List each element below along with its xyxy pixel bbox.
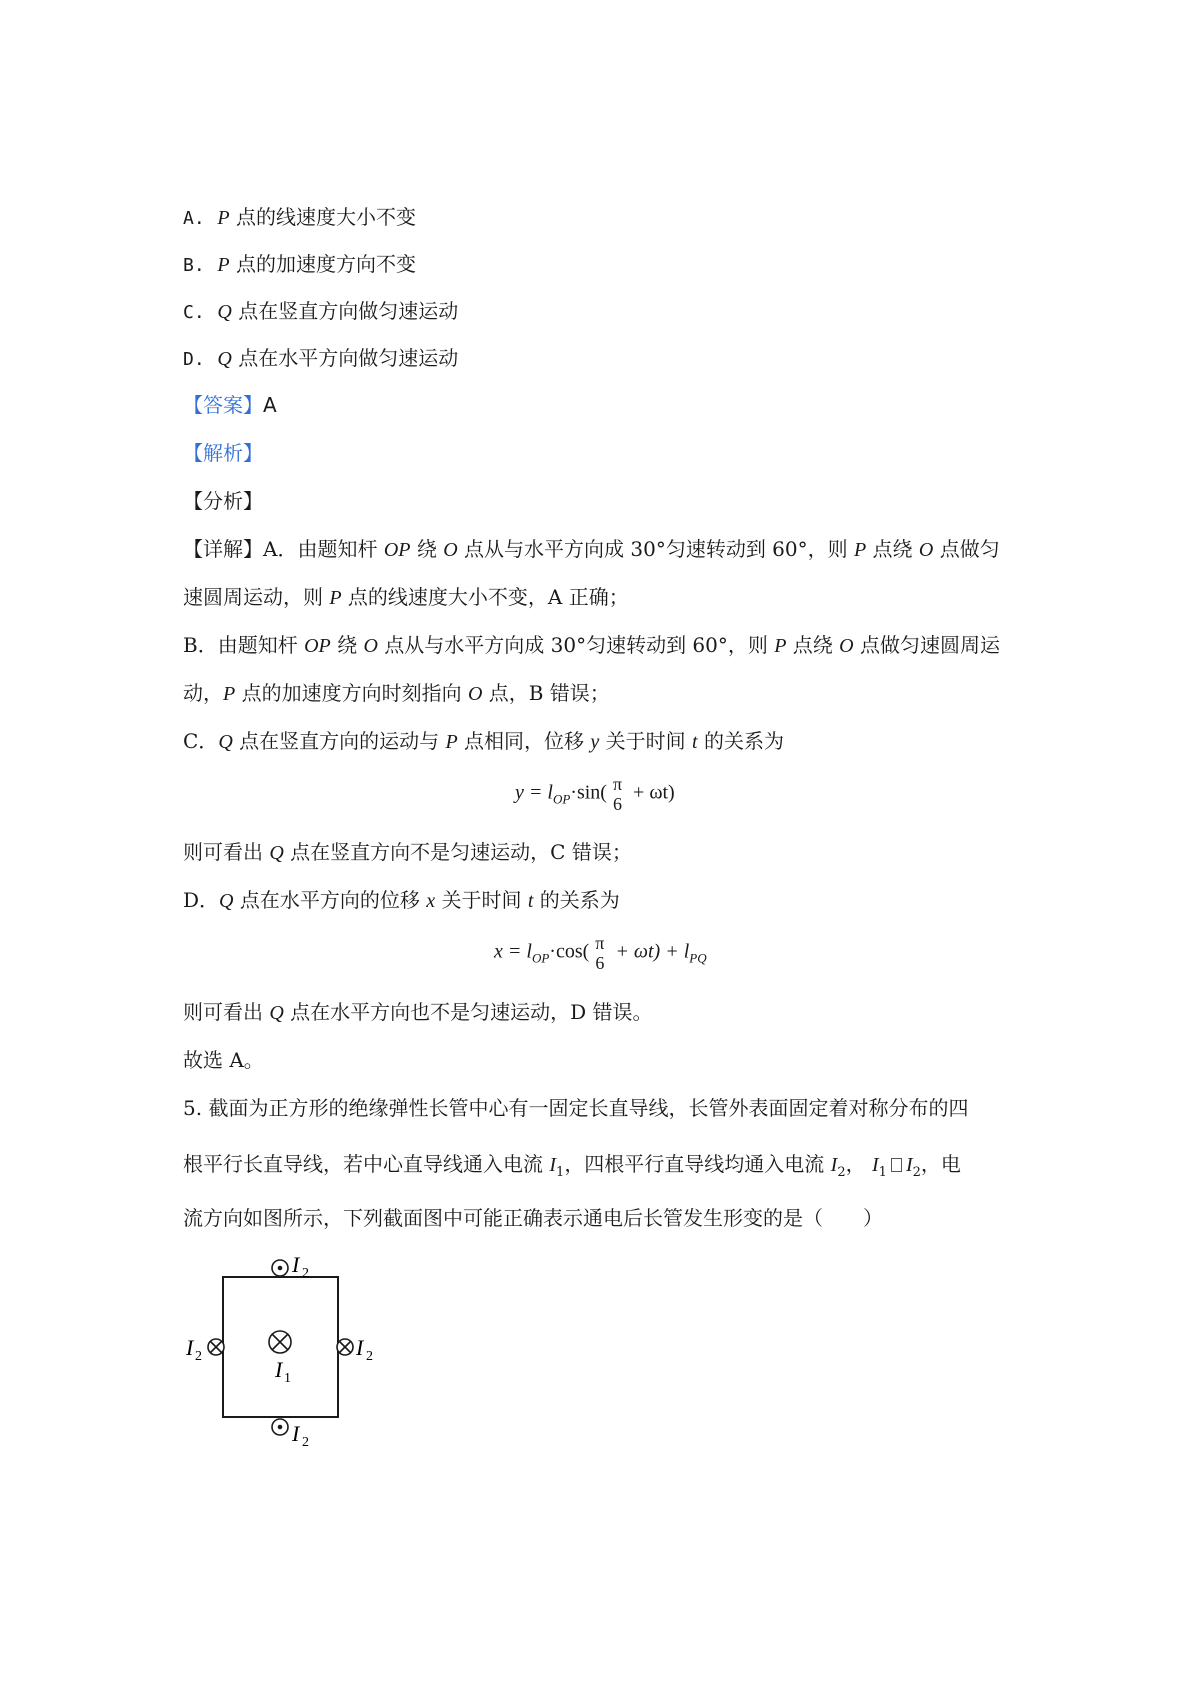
text: C．: [183, 729, 219, 753]
fraction: [613, 774, 622, 814]
right-wire-in-icon: [337, 1339, 353, 1355]
text: ，四根平行直导线均通入电流: [564, 1152, 831, 1176]
option-b: [183, 250, 416, 280]
fraction-numerator: π: [595, 933, 605, 953]
text: 根平行长直导线，若中心直导线通入电流: [183, 1152, 550, 1176]
detail-a-line1: [183, 535, 1000, 564]
variable: P: [329, 587, 342, 609]
variable: P: [223, 683, 236, 705]
option-text: 点在水平方向做匀速运动: [238, 346, 459, 370]
option-variable: Q: [217, 301, 232, 323]
text: 点从与水平方向成 30°匀速转动到 60°，则: [377, 633, 775, 657]
text: 点做匀速圆周运: [853, 633, 1000, 657]
formula-part: ·sin(: [570, 781, 607, 804]
option-letter: C.: [183, 302, 205, 323]
formula-part: x = l: [494, 940, 532, 963]
center-wire-label: I: [275, 1357, 283, 1382]
center-wire-subscript: 1: [284, 1371, 291, 1386]
bottom-wire-subscript: 2: [302, 1435, 309, 1450]
option-text: 点在竖直方向做匀速运动: [238, 299, 459, 323]
text: 绕: [410, 537, 444, 561]
fraction-denominator: 6: [595, 953, 605, 973]
text: D．: [183, 888, 220, 912]
formula-subscript: OP: [531, 950, 550, 966]
option-variable: P: [217, 254, 230, 276]
bottom-wire-out-icon: [272, 1419, 288, 1435]
variable: Q: [269, 842, 284, 864]
current-diagram: [180, 1255, 400, 1455]
option-text: 点的加速度方向不变: [235, 252, 416, 276]
text: 点在水平方向也不是匀速运动，D 错误。: [283, 1000, 653, 1024]
variable: P: [774, 635, 787, 657]
formula-x: [494, 933, 707, 973]
variable: I: [830, 1154, 838, 1176]
variable: Q: [219, 890, 234, 912]
option-text: 点的线速度大小不变: [235, 205, 416, 229]
text: 点在竖直方向的运动与: [232, 729, 446, 753]
variable: I: [549, 1154, 557, 1176]
text: 点在竖直方向不是匀速运动，C 错误；: [283, 840, 632, 864]
formula-subscript: OP: [552, 791, 571, 807]
formula-part: + ωt): [628, 781, 675, 804]
conclusion: 故选 A。: [183, 1048, 264, 1072]
text: 点绕: [866, 537, 919, 561]
text: 点的线速度大小不变，A 正确；: [341, 585, 629, 609]
variable: OP: [304, 635, 331, 657]
text: 点，B 错误；: [482, 681, 610, 705]
detail-b-line1: [183, 631, 1000, 660]
option-variable: P: [217, 207, 230, 229]
variable: O: [443, 539, 458, 561]
top-wire-out-icon: [272, 1260, 288, 1276]
option-letter: B.: [183, 255, 205, 276]
detail-b-line2: [183, 679, 610, 708]
missing-glyph-box: [891, 1158, 902, 1172]
formula-subscript: PQ: [689, 950, 707, 966]
detail-c-line2: [183, 838, 632, 867]
question5-line2: [183, 1150, 961, 1187]
variable: P: [853, 539, 867, 561]
text: 点相同，位移: [457, 729, 591, 753]
detail-c-line1: [183, 727, 784, 756]
right-wire-label: I: [356, 1335, 364, 1360]
variable: t: [527, 890, 534, 912]
text: 速圆周运动，则: [183, 585, 330, 609]
text: 绕: [330, 633, 364, 657]
subscript: 2: [837, 1165, 846, 1180]
fraction-numerator: π: [612, 774, 623, 794]
detail-d-line1: [183, 886, 620, 915]
fenxi-label: 【分析】: [183, 489, 263, 513]
text: 则可看出: [183, 840, 270, 864]
answer-line: [183, 391, 277, 419]
left-wire-subscript: 2: [195, 1349, 202, 1364]
text: 点绕: [786, 633, 840, 657]
text: 点从与水平方向成 30°匀速转动到 60°，则: [457, 537, 854, 561]
analysis-label: 【解析】: [183, 441, 263, 465]
text: 动，: [183, 681, 223, 705]
subscript: 1: [878, 1165, 887, 1180]
formula-part: + ωt) + l: [610, 940, 690, 963]
option-a: [183, 203, 416, 233]
text: 点做匀: [933, 537, 1000, 561]
variable: O: [467, 683, 483, 705]
text: ，: [845, 1152, 866, 1176]
right-wire-subscript: 2: [366, 1349, 373, 1364]
text: 则可看出: [183, 1000, 270, 1024]
text: B．由题知杆: [183, 633, 305, 657]
detail-a-line2: [183, 583, 629, 612]
variable: OP: [383, 539, 411, 561]
answer-value: A: [263, 393, 277, 417]
top-wire-label: I: [292, 1255, 300, 1277]
text: 的关系为: [533, 888, 620, 912]
center-wire-in-icon: [269, 1331, 291, 1353]
text: 关于时间: [435, 888, 528, 912]
answer-label: 【答案】: [183, 393, 263, 417]
text: 点在水平方向的位移: [233, 888, 427, 912]
text: 关于时间: [599, 729, 693, 753]
option-letter: A.: [183, 208, 205, 229]
text: A．由题知杆: [263, 537, 384, 561]
top-wire-subscript: 2: [302, 1266, 309, 1281]
variable: y: [590, 731, 600, 753]
text: 的关系为: [697, 729, 784, 753]
bottom-wire-label: I: [292, 1421, 300, 1446]
fraction: [595, 933, 604, 973]
formula-part: ·cos(: [549, 940, 590, 963]
variable: x: [426, 890, 436, 912]
question5-line3: 流方向如图所示，下列截面图中可能正确表示通电后长管发生形变的是（ ）: [183, 1206, 883, 1230]
variable: t: [692, 731, 698, 753]
subscript: 2: [912, 1165, 921, 1180]
formula-part: y = l: [515, 781, 553, 804]
subscript: 1: [556, 1165, 565, 1180]
question5-line1: 5. 截面为正方形的绝缘弹性长管中心有一固定长直导线，长管外表面固定着对称分布的四: [183, 1096, 969, 1120]
variable: Q: [269, 1002, 284, 1024]
option-letter: D.: [183, 349, 205, 370]
detail-d-line2: [183, 998, 653, 1027]
formula-y: [515, 774, 675, 814]
left-wire-in-icon: [208, 1339, 224, 1355]
variable: O: [363, 635, 378, 657]
option-variable: Q: [217, 348, 232, 370]
option-c: [183, 297, 458, 327]
fraction-denominator: 6: [613, 794, 622, 814]
variable: Q: [218, 731, 233, 753]
left-wire-label: I: [186, 1335, 194, 1360]
detail-label: 【详解】: [183, 537, 263, 561]
variable: I: [871, 1154, 879, 1176]
variable: O: [918, 539, 934, 561]
text: ，电: [920, 1152, 961, 1176]
text: 点的加速度方向时刻指向: [235, 681, 468, 705]
variable: P: [445, 731, 458, 753]
variable: I: [905, 1154, 913, 1176]
option-d: [183, 344, 458, 374]
variable: O: [839, 635, 854, 657]
